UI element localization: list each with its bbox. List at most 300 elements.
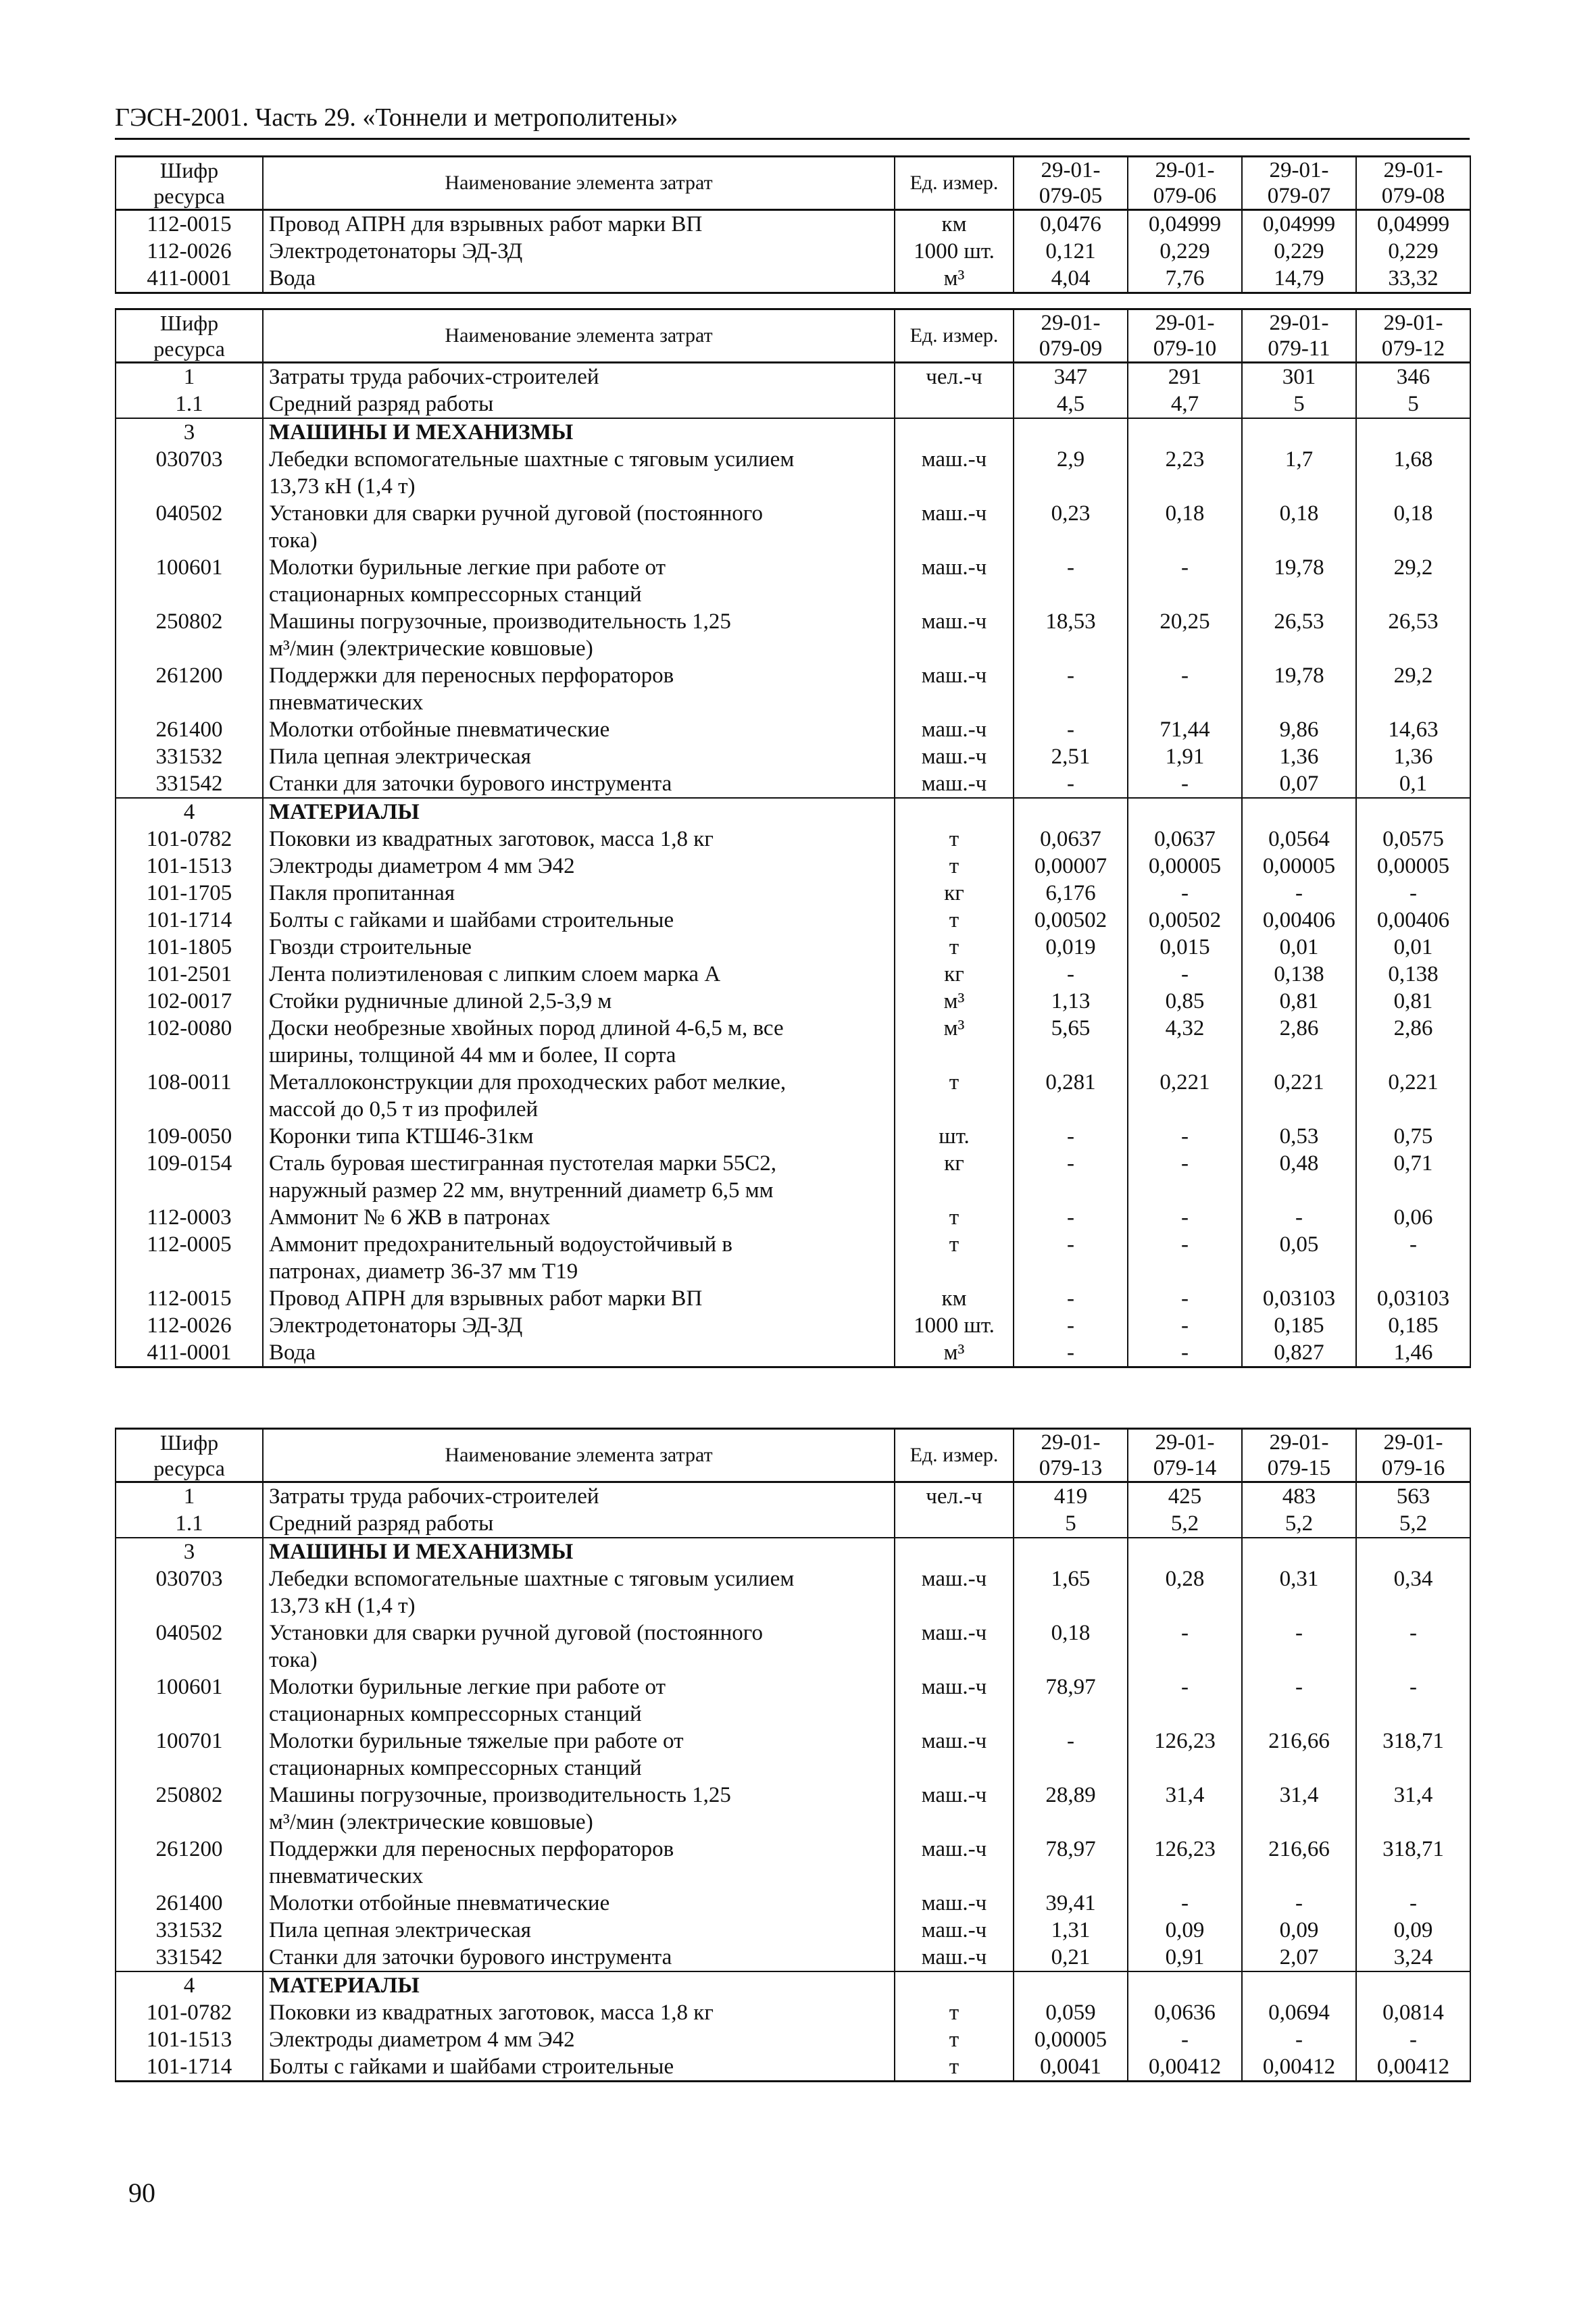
unit: маш.-ч	[895, 1836, 1014, 1890]
element-name-line: наружный размер 22 мм, внутренний диаметр 6,5 мм	[269, 1178, 774, 1203]
element-name-line: ширины, толщиной 44 мм и более, II сорта	[269, 1043, 676, 1067]
resource-code: 331542	[116, 770, 263, 798]
resource-code: 101-0782	[116, 826, 263, 853]
value-cell: -	[1242, 1204, 1356, 1231]
resource-code: 102-0080	[116, 1015, 263, 1069]
value-cell: 0,34	[1356, 1565, 1470, 1619]
header-norm-code	[1128, 1429, 1242, 1482]
value-cell: 2,86	[1356, 1015, 1470, 1069]
norm-code-line: 079-12	[1381, 336, 1445, 361]
element-name-line: Молотки бурильные тяжелые при работе от	[269, 1729, 684, 1753]
table-row	[116, 770, 1470, 798]
resource-code: 3	[116, 418, 263, 446]
resource-code: 112-0003	[116, 1204, 263, 1231]
table-row	[116, 1231, 1470, 1285]
element-name	[263, 238, 895, 265]
unit	[895, 418, 1014, 446]
table-row	[116, 1339, 1470, 1367]
table-header-row	[116, 309, 1470, 363]
unit: маш.-ч	[895, 1619, 1014, 1674]
table-row	[116, 265, 1470, 293]
header-norm-code	[1356, 157, 1470, 210]
element-name-line: Пила цепная электрическая	[269, 745, 531, 769]
value-cell: 318,71	[1356, 1728, 1470, 1782]
unit: маш.-ч	[895, 446, 1014, 500]
value-cell: 0,0476	[1014, 210, 1128, 238]
value-cell: 347	[1014, 363, 1128, 391]
table-row	[116, 1674, 1470, 1728]
table-row	[116, 934, 1470, 961]
element-name-line: стационарных компрессорных станций	[269, 1756, 642, 1780]
table-row	[116, 1999, 1470, 2026]
value-cell: 26,53	[1356, 608, 1470, 662]
element-name-line: Молотки отбойные пневматические	[269, 718, 610, 742]
unit: т	[895, 934, 1014, 961]
value-cell	[1128, 1971, 1242, 1999]
element-name-line: Машины погрузочные, производительность 1,25	[269, 609, 731, 634]
value-cell: -	[1014, 1339, 1128, 1367]
section-row	[116, 798, 1470, 826]
header-code-line: ресурса	[153, 184, 225, 208]
header-norm-code	[1128, 157, 1242, 210]
element-name	[263, 446, 895, 500]
element-name-line: Средний разряд работы	[269, 392, 494, 416]
value-cell: 31,4	[1242, 1782, 1356, 1836]
value-cell: -	[1128, 1150, 1242, 1204]
value-cell: 1,46	[1356, 1339, 1470, 1367]
element-name-line: Лебедки вспомогательные шахтные с тяговым усилием	[269, 1567, 795, 1591]
value-cell: 419	[1014, 1482, 1128, 1511]
value-cell: 5	[1014, 1510, 1128, 1538]
element-name-line: Стойки рудничные длиной 2,5-3,9 м	[269, 989, 612, 1013]
resource-code: 112-0015	[116, 210, 263, 238]
value-cell	[1242, 418, 1356, 446]
element-name-line: Лебедки вспомогательные шахтные с тяговым усилием	[269, 447, 795, 472]
unit: т	[895, 1069, 1014, 1123]
resource-code: 100701	[116, 1728, 263, 1782]
header-name: Наименование элемента затрат	[263, 309, 895, 363]
value-cell: -	[1128, 1204, 1242, 1231]
section-row	[116, 1971, 1470, 1999]
table-row	[116, 1510, 1470, 1538]
value-cell: -	[1128, 1619, 1242, 1674]
element-name	[263, 826, 895, 853]
value-cell: 19,78	[1242, 554, 1356, 608]
element-name-line: Молотки бурильные легкие при работе от	[269, 1675, 666, 1699]
value-cell: 301	[1242, 363, 1356, 391]
element-name	[263, 1674, 895, 1728]
element-name	[263, 934, 895, 961]
element-name-line: м³/мин (электрические ковшовые)	[269, 636, 593, 661]
element-name-line: тока)	[269, 528, 318, 553]
table-row	[116, 1482, 1470, 1511]
value-cell: 0,0041	[1014, 2053, 1128, 2082]
table-row	[116, 1015, 1470, 1069]
unit: км	[895, 210, 1014, 238]
value-cell: 0,00502	[1128, 907, 1242, 934]
resource-code: 100601	[116, 1674, 263, 1728]
element-name-line: м³/мин (электрические ковшовые)	[269, 1810, 593, 1834]
element-name-line: Пила цепная электрическая	[269, 1918, 531, 1942]
value-cell: 0,138	[1356, 961, 1470, 988]
value-cell: 0,0694	[1242, 1999, 1356, 2026]
header-norm-code	[1014, 1429, 1128, 1482]
value-cell: 0,1	[1356, 770, 1470, 798]
value-cell: 5	[1356, 391, 1470, 418]
element-name	[263, 1339, 895, 1367]
value-cell: 0,221	[1242, 1069, 1356, 1123]
value-cell: -	[1356, 1231, 1470, 1285]
value-cell	[1242, 1538, 1356, 1565]
element-name-line: пневматических	[269, 1864, 424, 1888]
unit	[895, 1538, 1014, 1565]
value-cell: 0,00412	[1128, 2053, 1242, 2082]
value-cell: 5,2	[1242, 1510, 1356, 1538]
norm-code-line: 29-01-	[1383, 311, 1443, 335]
element-name-line: Молотки отбойные пневматические	[269, 1891, 610, 1915]
norm-code-line: 079-09	[1039, 336, 1103, 361]
value-cell	[1128, 1538, 1242, 1565]
element-name-line: Вода	[269, 266, 316, 291]
header-name: Наименование элемента затрат	[263, 1429, 895, 1482]
table-row	[116, 2053, 1470, 2082]
unit: чел.-ч	[895, 1482, 1014, 1511]
element-name-line: стационарных компрессорных станций	[269, 1702, 642, 1726]
element-name	[263, 391, 895, 418]
header-code-line: Шифр	[159, 1430, 219, 1455]
resource-table-3	[115, 1428, 1471, 2082]
element-name-line: Электроды диаметром 4 мм Э42	[269, 2028, 575, 2052]
value-cell: 0,221	[1128, 1069, 1242, 1123]
resource-code: 261200	[116, 662, 263, 716]
table-row	[116, 1782, 1470, 1836]
element-name-line: пневматических	[269, 690, 424, 715]
table-row	[116, 238, 1470, 265]
value-cell: 4,04	[1014, 265, 1128, 293]
resource-code: 4	[116, 1971, 263, 1999]
unit: маш.-ч	[895, 1917, 1014, 1944]
element-name-line: Вода	[269, 1340, 316, 1365]
norm-code-line: 079-06	[1153, 184, 1217, 208]
table-row	[116, 716, 1470, 743]
value-cell: 1,31	[1014, 1917, 1128, 1944]
value-cell: 71,44	[1128, 716, 1242, 743]
header-unit: Ед. измер.	[895, 309, 1014, 363]
value-cell: 0,229	[1356, 238, 1470, 265]
resource-code: 331532	[116, 1917, 263, 1944]
norm-code-line: 079-13	[1039, 1456, 1103, 1480]
table-row	[116, 1204, 1470, 1231]
unit: чел.-ч	[895, 363, 1014, 391]
value-cell: -	[1014, 770, 1128, 798]
value-cell: 0,06	[1356, 1204, 1470, 1231]
value-cell: 0,00005	[1128, 853, 1242, 880]
element-name	[263, 2026, 895, 2053]
resource-code: 411-0001	[116, 1339, 263, 1367]
value-cell: 0,04999	[1242, 210, 1356, 238]
unit: шт.	[895, 1123, 1014, 1150]
value-cell: 0,00007	[1014, 853, 1128, 880]
value-cell: -	[1242, 880, 1356, 907]
value-cell: 4,32	[1128, 1015, 1242, 1069]
value-cell: 0,03103	[1356, 1285, 1470, 1312]
value-cell: 39,41	[1014, 1890, 1128, 1917]
element-name-line: Электроды диаметром 4 мм Э42	[269, 854, 575, 878]
value-cell: 0,31	[1242, 1565, 1356, 1619]
element-name-line: Молотки бурильные легкие при работе от	[269, 555, 666, 580]
element-name-line: Болты с гайками и шайбами строительные	[269, 2055, 674, 2079]
element-name	[263, 907, 895, 934]
table-row	[116, 363, 1470, 391]
value-cell: 0,229	[1128, 238, 1242, 265]
value-cell: 0,81	[1242, 988, 1356, 1015]
table-row	[116, 608, 1470, 662]
element-name	[263, 608, 895, 662]
norm-code-line: 079-05	[1039, 184, 1103, 208]
value-cell: 0,0575	[1356, 826, 1470, 853]
element-name-line: МАШИНЫ И МЕХАНИЗМЫ	[269, 1540, 574, 1564]
unit: маш.-ч	[895, 662, 1014, 716]
value-cell: 0,00406	[1242, 907, 1356, 934]
value-cell: 0,18	[1014, 1619, 1128, 1674]
element-name	[263, 1015, 895, 1069]
element-name-line: 13,73 кН (1,4 т)	[269, 474, 416, 499]
value-cell: 78,97	[1014, 1836, 1128, 1890]
header-code-line: ресурса	[153, 1456, 225, 1480]
table-row	[116, 880, 1470, 907]
norm-code-line: 29-01-	[1383, 158, 1443, 182]
value-cell: -	[1014, 1285, 1128, 1312]
element-name-line: Станки для заточки бурового инструмента	[269, 772, 672, 796]
value-cell: 0,059	[1014, 1999, 1128, 2026]
element-name	[263, 1565, 895, 1619]
table-row	[116, 853, 1470, 880]
value-cell	[1242, 798, 1356, 826]
table-row	[116, 554, 1470, 608]
value-cell: -	[1014, 1728, 1128, 1782]
unit: 1000 шт.	[895, 238, 1014, 265]
resource-code: 261400	[116, 716, 263, 743]
element-name-line: Поддержки для переносных перфораторов	[269, 663, 674, 688]
element-name-line: Электродетонаторы ЭД-ЗД	[269, 1313, 523, 1338]
resource-code: 040502	[116, 500, 263, 554]
norm-code-line: 29-01-	[1269, 158, 1329, 182]
norm-code-line: 29-01-	[1041, 311, 1101, 335]
value-cell: 563	[1356, 1482, 1470, 1511]
table-row	[116, 1917, 1470, 1944]
table-row	[116, 1123, 1470, 1150]
header-rule	[115, 138, 1470, 140]
unit: т	[895, 2026, 1014, 2053]
value-cell: 2,9	[1014, 446, 1128, 500]
value-cell: 0,09	[1128, 1917, 1242, 1944]
value-cell: 29,2	[1356, 554, 1470, 608]
norm-code-line: 079-11	[1268, 336, 1330, 361]
element-name-line: Болты с гайками и шайбами строительные	[269, 908, 674, 932]
value-cell: -	[1356, 1890, 1470, 1917]
value-cell: 0,01	[1242, 934, 1356, 961]
resource-code: 100601	[116, 554, 263, 608]
norm-code-line: 079-16	[1381, 1456, 1445, 1480]
unit: маш.-ч	[895, 716, 1014, 743]
norm-code-line: 29-01-	[1269, 1430, 1329, 1455]
element-name-line: массой до 0,5 т из профилей	[269, 1097, 539, 1122]
value-cell: 4,7	[1128, 391, 1242, 418]
header-norm-code	[1242, 157, 1356, 210]
norm-code-line: 079-14	[1153, 1456, 1217, 1480]
value-cell: -	[1128, 880, 1242, 907]
resource-code: 411-0001	[116, 265, 263, 293]
value-cell: -	[1014, 662, 1128, 716]
value-cell: 0,00412	[1356, 2053, 1470, 2082]
resource-code: 101-0782	[116, 1999, 263, 2026]
value-cell: -	[1014, 716, 1128, 743]
norm-code-line: 29-01-	[1041, 1430, 1101, 1455]
header-norm-code	[1356, 1429, 1470, 1482]
table-row	[116, 743, 1470, 770]
norm-code-line: 29-01-	[1155, 1430, 1215, 1455]
resource-code: 109-0154	[116, 1150, 263, 1204]
section-row	[116, 418, 1470, 446]
value-cell: 0,23	[1014, 500, 1128, 554]
table-row	[116, 500, 1470, 554]
resource-code: 331532	[116, 743, 263, 770]
unit	[895, 391, 1014, 418]
value-cell: 0,121	[1014, 238, 1128, 265]
value-cell: 29,2	[1356, 662, 1470, 716]
value-cell: 0,0814	[1356, 1999, 1470, 2026]
value-cell: 1,7	[1242, 446, 1356, 500]
header-code	[116, 309, 263, 363]
resource-code: 261200	[116, 1836, 263, 1890]
value-cell: 33,32	[1356, 265, 1470, 293]
page-number: 90	[128, 2178, 155, 2208]
value-cell: -	[1128, 554, 1242, 608]
value-cell	[1356, 1971, 1470, 1999]
value-cell	[1242, 1971, 1356, 1999]
element-name-line: Средний разряд работы	[269, 1511, 494, 1536]
element-name-line: Провод АПРН для взрывных работ марки ВП	[269, 212, 703, 236]
value-cell: -	[1014, 554, 1128, 608]
element-name-line: Аммонит № 6 ЖВ в патронах	[269, 1205, 551, 1230]
value-cell: 0,85	[1128, 988, 1242, 1015]
unit: т	[895, 1231, 1014, 1285]
value-cell: 6,176	[1014, 880, 1128, 907]
unit: т	[895, 826, 1014, 853]
element-name-line: Затраты труда рабочих-строителей	[269, 1484, 599, 1509]
value-cell	[1014, 1971, 1128, 1999]
resource-code: 1	[116, 363, 263, 391]
element-name-line: Доски необрезные хвойных пород длиной 4-6,5 м, все	[269, 1016, 784, 1040]
element-name	[263, 1782, 895, 1836]
element-name-line: Поковки из квадратных заготовок, масса 1,8 кг	[269, 2001, 714, 2025]
value-cell	[1356, 1538, 1470, 1565]
element-name	[263, 265, 895, 293]
value-cell: 0,019	[1014, 934, 1128, 961]
unit	[895, 1510, 1014, 1538]
element-name	[263, 743, 895, 770]
header-code	[116, 1429, 263, 1482]
unit: км	[895, 1285, 1014, 1312]
element-name-line: Установки для сварки ручной дуговой (постоянного	[269, 1621, 763, 1645]
value-cell: 5,2	[1356, 1510, 1470, 1538]
unit: маш.-ч	[895, 1565, 1014, 1619]
value-cell: 26,53	[1242, 608, 1356, 662]
value-cell: -	[1128, 1231, 1242, 1285]
unit: маш.-ч	[895, 1674, 1014, 1728]
value-cell: 1,68	[1356, 446, 1470, 500]
value-cell: 0,81	[1356, 988, 1470, 1015]
value-cell: 0,0564	[1242, 826, 1356, 853]
value-cell: 1,36	[1242, 743, 1356, 770]
value-cell: 0,00406	[1356, 907, 1470, 934]
unit: маш.-ч	[895, 554, 1014, 608]
value-cell: 78,97	[1014, 1674, 1128, 1728]
value-cell: -	[1128, 1312, 1242, 1339]
header-norm-code	[1242, 309, 1356, 363]
value-cell: -	[1128, 2026, 1242, 2053]
header-norm-code	[1356, 309, 1470, 363]
table-row	[116, 391, 1470, 418]
resource-table-2	[115, 308, 1471, 1368]
value-cell: 2,07	[1242, 1944, 1356, 1971]
element-name-line: Поддержки для переносных перфораторов	[269, 1837, 674, 1861]
unit: маш.-ч	[895, 500, 1014, 554]
table-row	[116, 1565, 1470, 1619]
norm-code-line: 29-01-	[1041, 158, 1101, 182]
value-cell: 291	[1128, 363, 1242, 391]
element-name-line: Лента полиэтиленовая с липким слоем марка А	[269, 962, 721, 986]
value-cell: 0,07	[1242, 770, 1356, 798]
norm-code-line: 29-01-	[1155, 158, 1215, 182]
element-name	[263, 363, 895, 391]
unit: т	[895, 1999, 1014, 2026]
element-name	[263, 2053, 895, 2082]
value-cell: -	[1128, 1890, 1242, 1917]
value-cell	[1356, 418, 1470, 446]
unit: м³	[895, 1015, 1014, 1069]
header-norm-code	[1014, 157, 1128, 210]
value-cell: 0,015	[1128, 934, 1242, 961]
element-name	[263, 1944, 895, 1971]
value-cell: 1,65	[1014, 1565, 1128, 1619]
value-cell: 0,53	[1242, 1123, 1356, 1150]
value-cell: 425	[1128, 1482, 1242, 1511]
unit: т	[895, 853, 1014, 880]
value-cell: -	[1128, 1339, 1242, 1367]
unit	[895, 798, 1014, 826]
value-cell: 0,185	[1242, 1312, 1356, 1339]
resource-code: 1	[116, 1482, 263, 1511]
value-cell: 0,09	[1242, 1917, 1356, 1944]
value-cell	[1128, 798, 1242, 826]
value-cell: 2,51	[1014, 743, 1128, 770]
unit: маш.-ч	[895, 1890, 1014, 1917]
unit: кг	[895, 961, 1014, 988]
resource-code: 101-1705	[116, 880, 263, 907]
element-name	[263, 1069, 895, 1123]
element-name-line: стационарных компрессорных станций	[269, 582, 642, 607]
value-cell: -	[1242, 1674, 1356, 1728]
resource-code: 101-1714	[116, 907, 263, 934]
element-name	[263, 662, 895, 716]
norm-code-line: 079-15	[1267, 1456, 1331, 1480]
element-name	[263, 988, 895, 1015]
resource-code: 109-0050	[116, 1123, 263, 1150]
value-cell: 318,71	[1356, 1836, 1470, 1890]
value-cell: -	[1356, 1619, 1470, 1674]
unit: кг	[895, 880, 1014, 907]
